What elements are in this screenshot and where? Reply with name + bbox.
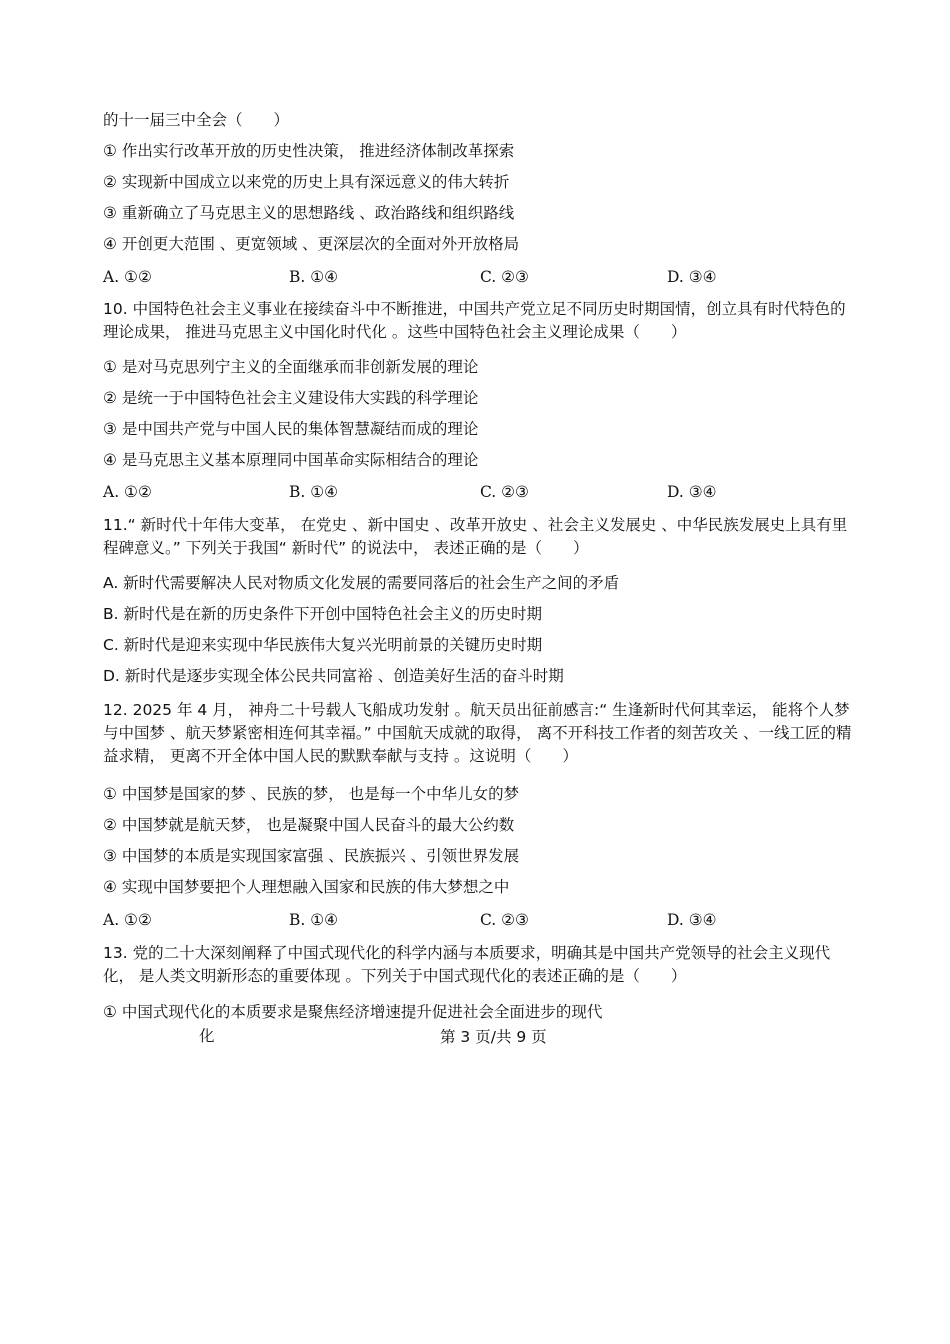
q13-statement-1-tail: 化 bbox=[199, 1027, 215, 1045]
q12-statement-1: ① 中国梦是国家的梦 、民族的梦， 也是每一个中华儿女的梦 bbox=[103, 785, 520, 803]
q10-options bbox=[103, 481, 863, 503]
q11-option-d[interactable]: D. 新时代是逐步实现全体公民共同富裕 、创造美好生活的奋斗时期 bbox=[103, 667, 564, 685]
q10-statement-2: ② 是统一于中国特色社会主义建设伟大实践的科学理论 bbox=[103, 389, 479, 407]
q9-stem-tail: 的十一届三中全会（ ） bbox=[103, 111, 290, 129]
q11-stem: 11.“ 新时代十年伟大变革， 在党史 、新中国史 、改革开放史 、社会主义发展史 、中华民族发展史上具有里程碑意义。” 下列关于我国“ 新时代” 的说法中， 表述正确的是（ ） bbox=[103, 516, 848, 557]
q9-option-d[interactable]: D. ③④ bbox=[667, 268, 717, 286]
q10-statement-3: ③ 是中国共产党与中国人民的集体智慧凝结而成的理论 bbox=[103, 420, 479, 438]
q9-statement-4: ④ 开创更大范围 、更宽领域 、更深层次的全面对外开放格局 bbox=[103, 235, 520, 253]
q11-option-c[interactable]: C. 新时代是迎来实现中华民族伟大复兴光明前景的关键历史时期 bbox=[103, 636, 543, 654]
q9-statement-3: ③ 重新确立了马克思主义的思想路线 、政治路线和组织路线 bbox=[103, 204, 515, 222]
q10-statement-4: ④ 是马克思主义基本原理同中国革命实际相结合的理论 bbox=[103, 451, 479, 469]
q12-statement-2: ② 中国梦就是航天梦， 也是凝聚中国人民奋斗的最大公约数 bbox=[103, 816, 515, 834]
q11-option-a[interactable]: A. 新时代需要解决人民对物质文化发展的需要同落后的社会生产之间的矛盾 bbox=[103, 574, 620, 592]
q9-statement-1: ① 作出实行改革开放的历史性决策， 推进经济体制改革探索 bbox=[103, 142, 515, 160]
q13-statement-1: ① 中国式现代化的本质要求是聚焦经济增速提升促进社会全面进步的现代 bbox=[103, 1003, 603, 1021]
q12-statement-3: ③ 中国梦的本质是实现国家富强 、民族振兴 、引领世界发展 bbox=[103, 847, 520, 865]
q9-options bbox=[103, 266, 863, 288]
q10-statement-1: ① 是对马克思列宁主义的全面继承而非创新发展的理论 bbox=[103, 358, 479, 376]
q12-option-a[interactable]: A. ①② bbox=[103, 911, 152, 929]
q12-statement-4: ④ 实现中国梦要把个人理想融入国家和民族的伟大梦想之中 bbox=[103, 878, 510, 896]
q13-stem: 13. 党的二十大深刻阐释了中国式现代化的科学内涵与本质要求，明确其是中国共产党领导的社会主义现代化， 是人类文明新形态的重要体现 。下列关于中国式现代化的表述正确的是（ ） bbox=[103, 944, 831, 985]
q12-option-d[interactable]: D. ③④ bbox=[667, 911, 717, 929]
q12-options bbox=[103, 909, 863, 931]
q12-option-c[interactable]: C. ②③ bbox=[480, 911, 529, 929]
q9-option-a[interactable]: A. ①② bbox=[103, 268, 152, 286]
q12-option-b[interactable]: B. ①④ bbox=[289, 911, 339, 929]
q9-option-b[interactable]: B. ①④ bbox=[289, 268, 339, 286]
q11-option-b[interactable]: B. 新时代是在新的历史条件下开创中国特色社会主义的历史时期 bbox=[103, 605, 542, 623]
page-number: 第 3 页/共 9 页 bbox=[440, 1028, 547, 1046]
q10-option-a[interactable]: A. ①② bbox=[103, 483, 152, 501]
q10-option-c[interactable]: C. ②③ bbox=[480, 483, 529, 501]
q10-stem: 10. 中国特色社会主义事业在接续奋斗中不断推进，中国共产党立足不同历史时期国情，创立具有时代特色的理论成果， 推进马克思主义中国化时代化 。这些中国特色社会主义理论成果（ ） bbox=[103, 300, 846, 341]
q10-option-d[interactable]: D. ③④ bbox=[667, 483, 717, 501]
q9-statement-2: ② 实现新中国成立以来党的历史上具有深远意义的伟大转折 bbox=[103, 173, 510, 191]
q9-option-c[interactable]: C. ②③ bbox=[480, 268, 529, 286]
q12-stem: 12. 2025 年 4 月， 神舟二十号载人飞船成功发射 。航天员出征前感言:“ 生逢新时代何其幸运， 能将个人梦与中国梦 、航天梦紧密相连何其幸福。” 中国航天成就的取得， 离不开科技工作者的刻苦攻关 、一线工匠的精益求精， 更离不开全体中国人民的默默奉献与支持 。这说明（ ） bbox=[103, 701, 852, 765]
q10-option-b[interactable]: B. ①④ bbox=[289, 483, 339, 501]
